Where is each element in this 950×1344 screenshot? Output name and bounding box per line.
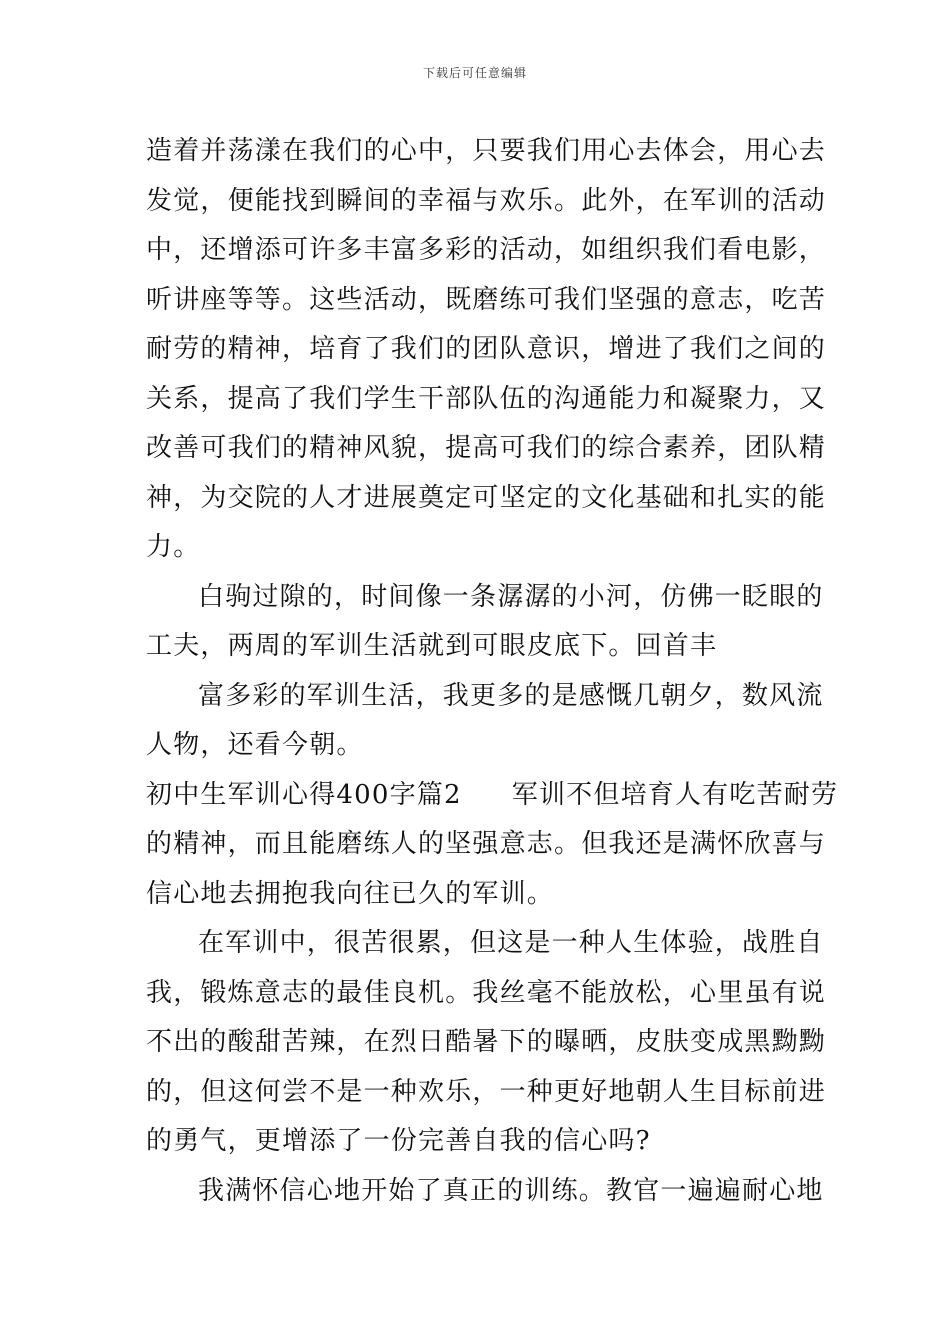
text-line: 的勇气，更增添了一份完善自我的信心吗? bbox=[146, 1126, 651, 1156]
text-line: 的精神，而且能磨练人的坚强意志。但我还是满怀欣喜与 bbox=[146, 829, 827, 859]
text-line: 耐劳的精神，培育了我们的团队意识，增进了我们之间的 bbox=[146, 334, 827, 364]
paragraph-first-line: 富多彩的军训生活，我更多的是感慨几朝夕，数风流 bbox=[198, 680, 824, 711]
paragraph-first-line: 我满怀信心地开始了真正的训练。教官一遍遍耐心地 bbox=[198, 1175, 824, 1206]
text-line: 信心地去拥抱我向往已久的军训。 bbox=[146, 878, 555, 909]
document-body bbox=[146, 130, 839, 1219]
text-line: 工夫，两周的军训生活就到可眼皮底下。回首丰 bbox=[146, 631, 718, 661]
text-line: 人物，还看今朝。 bbox=[146, 730, 364, 760]
page-header: 下载后可任意编辑 bbox=[422, 66, 527, 80]
section-heading: 初中生军训心得400字篇2 bbox=[146, 779, 462, 810]
text-line: 不出的酸甜苦辣，在烈日酷暑下的曝晒，皮肤变成黑黝黝 bbox=[146, 1027, 827, 1057]
text-line: 的，但这何尝不是一种欢乐，一种更好地朝人生目标前进 bbox=[146, 1076, 827, 1107]
section-heading-line bbox=[146, 774, 839, 824]
text-line: 我，锻炼意志的最佳良机。我丝毫不能放松，心里虽有说 bbox=[146, 977, 827, 1008]
text-line: 中，还增添可许多丰富多彩的活动，如组织我们看电影， bbox=[146, 235, 827, 265]
paragraph-first-line: 白驹过隙的，时间像一条潺潺的小河，仿佛一眨眼的 bbox=[198, 581, 824, 612]
text-line: 听讲座等等。这些活动，既磨练可我们坚强的意志，吃苦 bbox=[146, 284, 827, 315]
text-line: 关系，提高了我们学生干部队伍的沟通能力和凝聚力，又 bbox=[146, 383, 827, 414]
paragraph-first-line: 在军训中，很苦很累，但这是一种人生体验，战胜自 bbox=[198, 928, 824, 958]
text-line: 造着并荡漾在我们的心中，只要我们用心去体会，用心去 bbox=[146, 136, 827, 166]
section-text: 军训不但培育人有吃苦耐劳 bbox=[511, 779, 839, 810]
text-line: 发觉，便能找到瞬间的幸福与欢乐。此外，在军训的活动 bbox=[146, 185, 827, 216]
text-line: 改善可我们的精神风貌，提高可我们的综合素养，团队精 bbox=[146, 433, 827, 463]
text-line: 力。 bbox=[146, 532, 201, 562]
text-line: 神，为交院的人才进展奠定可坚定的文化基础和扎实的能 bbox=[146, 482, 827, 513]
